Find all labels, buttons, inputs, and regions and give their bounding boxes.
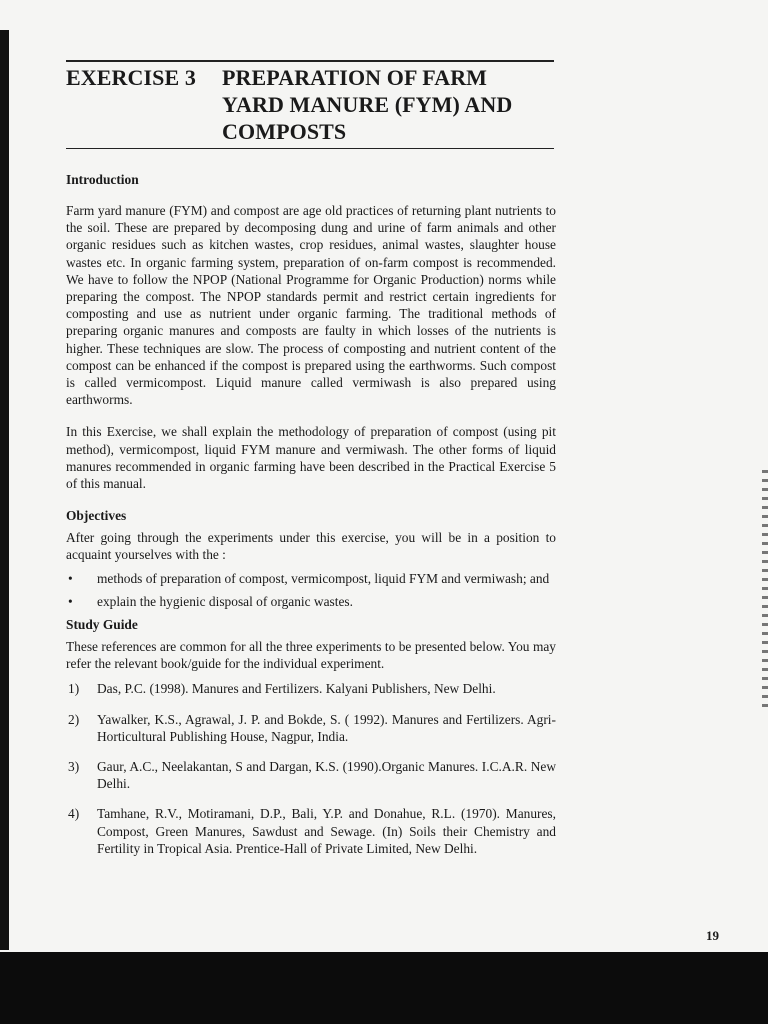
study-guide-intro: These references are common for all the three experiments to be presented below. You may refer the relevant book/guide for the individual experiment.	[66, 639, 556, 672]
list-item	[66, 570, 556, 587]
exercise-title-text	[222, 64, 552, 145]
scan-bottom-band	[0, 952, 768, 1024]
reference-item	[66, 680, 556, 697]
reference-item	[66, 711, 556, 745]
exercise-number: EXERCISE 3	[66, 65, 196, 90]
title-line-1: PREPARATION OF FARM	[222, 65, 488, 90]
scan-right-edge-specks	[762, 470, 768, 710]
introduction-paragraph-2: In this Exercise, we shall explain the methodology of preparation of compost (using pit method), vermicompost, liquid FYM manure and vermiwash. The other forms of liquid manures recommended in organic farming have been described in the Practical Exercise 5 of this manual.	[66, 424, 556, 492]
objectives-heading: Objectives	[66, 508, 127, 524]
reference-text: Das, P.C. (1998). Manures and Fertilizers. Kalyani Publishers, New Delhi.	[97, 681, 496, 697]
objectives-section	[66, 507, 556, 610]
exercise-title	[66, 64, 566, 145]
references-list	[66, 680, 556, 857]
reference-item	[66, 805, 556, 857]
objectives-intro: After going through the experiments under this exercise, you will be in a position to acquaint yourselves with the :	[66, 530, 556, 563]
page-content	[66, 171, 556, 870]
title-top-rule	[66, 60, 554, 62]
objective-text: explain the hygienic disposal of organic wastes.	[97, 593, 353, 609]
scan-left-edge	[0, 30, 9, 950]
reference-number: 4)	[68, 806, 80, 822]
introduction-section	[66, 171, 556, 492]
page-number: 19	[706, 928, 719, 943]
reference-text: Gaur, A.C., Neelakantan, S and Dargan, K.S. (1990).Organic Manures. I.C.A.R. New Delhi.	[97, 759, 556, 792]
reference-item	[66, 758, 556, 792]
reference-text: Yawalker, K.S., Agrawal, J. P. and Bokde, S. ( 1992). Manures and Fertilizers. Agri-Horticultural Publishing House, Nagpur, India.	[97, 711, 556, 744]
introduction-heading: Introduction	[66, 172, 139, 187]
objectives-list	[66, 570, 556, 610]
list-item	[66, 593, 556, 610]
study-guide-section	[66, 616, 556, 857]
bullet-icon: •	[68, 593, 73, 609]
reference-number: 2)	[68, 711, 80, 727]
objective-text: methods of preparation of compost, vermicompost, liquid FYM and vermiwash; and	[97, 570, 550, 586]
reference-number: 1)	[68, 681, 80, 697]
bullet-icon: •	[68, 570, 73, 586]
title-line-2: YARD MANURE (FYM) AND	[222, 92, 513, 117]
title-line-3: COMPOSTS	[222, 119, 347, 144]
reference-number: 3)	[68, 759, 80, 775]
reference-text: Tamhane, R.V., Motiramani, D.P., Bali, Y.P. and Donahue, R.L. (1970). Manures, Compost, Green Manures, Sawdust and Sewage. (In) Soils their Chemistry and Fertility in Tropical Asia. Prentice-Hall of Private Limited, New Delhi.	[97, 806, 556, 856]
title-bottom-rule	[66, 148, 554, 149]
study-guide-heading: Study Guide	[66, 617, 138, 633]
introduction-paragraph-1: Farm yard manure (FYM) and compost are age old practices of returning plant nutrients to the soil. These are prepared by decomposing dung and urine of farm animals and other organic residues such as kitchen wastes, crop residues, animal wastes, slaughter house wastes etc. In organic farming system, preparation of on-farm compost is recommended. We have to follow the NPOP (National Programme for Organic Production) norms while preparing the compost. The NPOP standards permit and restrict certain ingredients for composting and use as nutrient under organic farming. The traditional methods of preparing organic manures and composts are faulty in which losses of the nutrients is higher. These techniques are slow. The process of composting and nutrient content of the compost can be enhanced if the compost is prepared using the earthworms. Such compost is called vermicompost. Liquid manure called vermiwash is also prepared using earthworms.	[66, 203, 556, 408]
